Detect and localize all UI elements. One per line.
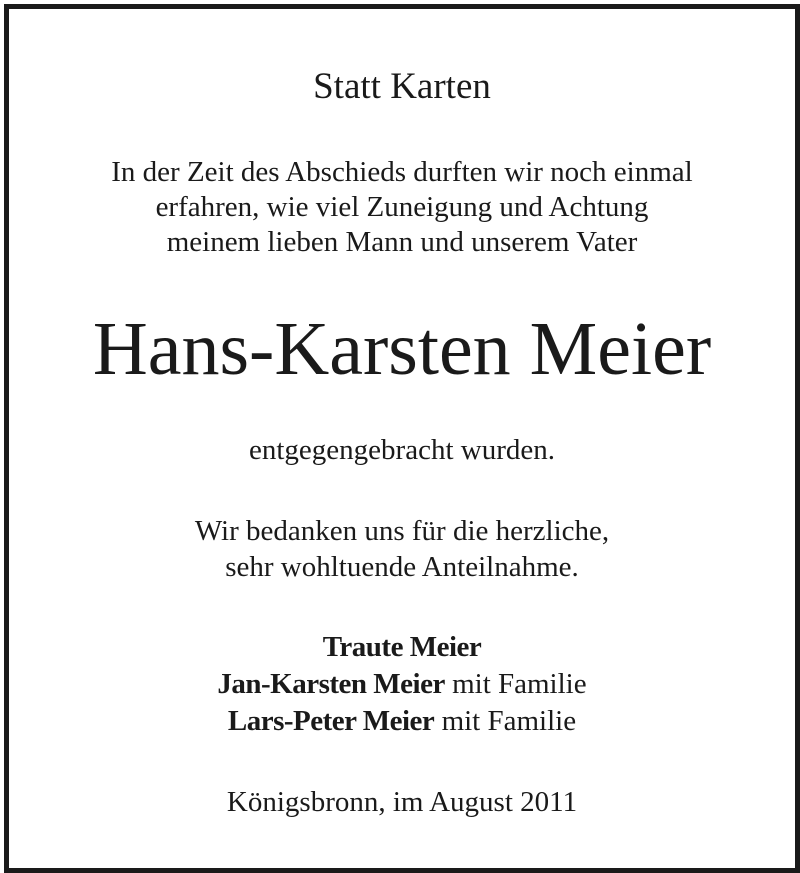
signer-name: Lars-Peter Meier: [227, 705, 435, 737]
intro-text: [9, 155, 795, 260]
place-date: Königsbronn, im August 2011: [226, 786, 578, 818]
signer-name: Jan-Karsten Meier: [217, 668, 445, 700]
signer-suffix: mit Familie: [444, 668, 587, 700]
thanks-line: sehr wohltuende Anteilnahme.: [225, 551, 579, 583]
received-line: entgegengebracht wurden.: [249, 434, 555, 466]
thanks-text: [9, 513, 795, 585]
signer-entry: [9, 666, 795, 703]
obituary-card: [4, 4, 800, 873]
thanks-line: Wir bedanken uns für die herzliche,: [194, 515, 610, 547]
signers-list: [9, 629, 795, 740]
intro-line: In der Zeit des Abschieds durften wir noch einmal: [111, 156, 693, 188]
signer-name: Traute Meier: [322, 631, 482, 663]
deceased-name: Hans-Karsten Meier: [92, 307, 712, 391]
signer-suffix: mit Familie: [434, 705, 577, 737]
intro-line: meinem lieben Mann und unserem Vater: [166, 226, 638, 258]
signer-entry: [9, 629, 795, 666]
signer-entry: [9, 703, 795, 740]
notice-heading: Statt Karten: [313, 66, 491, 107]
intro-line: erfahren, wie viel Zuneigung und Achtung: [155, 191, 649, 223]
